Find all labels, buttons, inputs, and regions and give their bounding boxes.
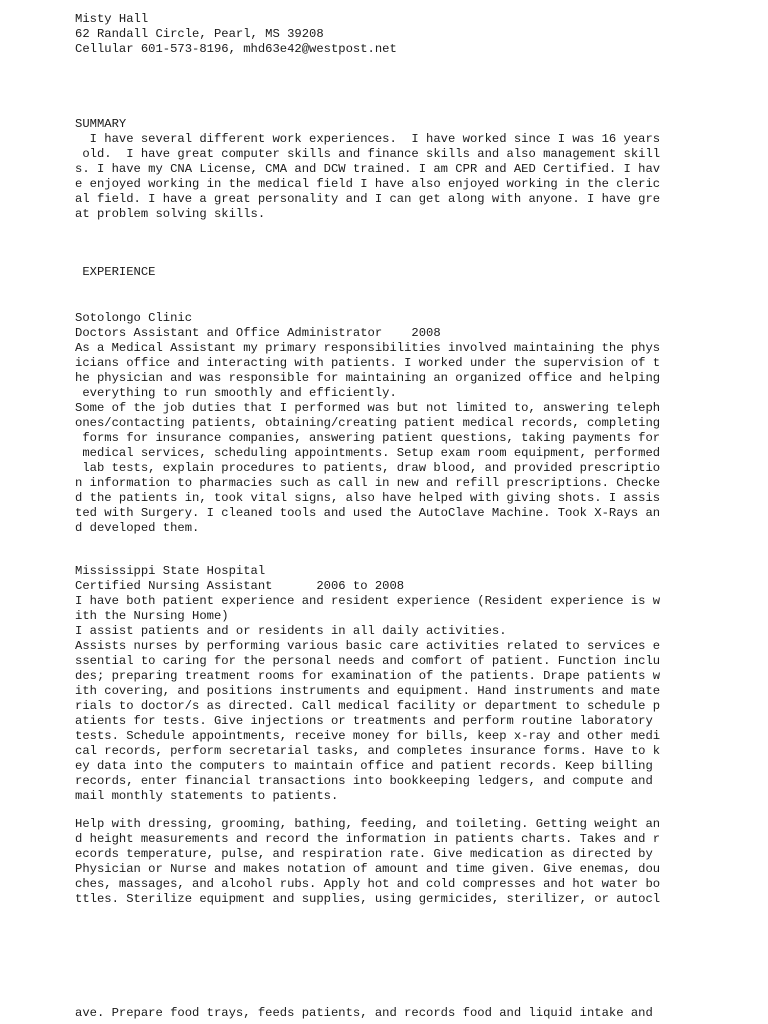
job-employer: Sotolongo Clinic (75, 311, 193, 325)
job-description-line: Assists nurses by performing various basic care activities related to services e (75, 639, 661, 653)
summary-line: at problem solving skills. (75, 207, 266, 221)
summary-line: I have several different work experiences. I have worked since I was 16 years (75, 132, 661, 146)
job-description-line: ith covering, and positions instruments and equipment. Hand instruments and mate (75, 684, 661, 698)
job-description-line: forms for insurance companies, answering patient questions, taking payments for (75, 431, 661, 445)
job-title-line: Doctors Assistant and Office Administrator 2008 (75, 326, 441, 340)
summary-line: e enjoyed working in the medical field I have also enjoyed working in the cleric (75, 177, 661, 191)
job-description-line: ches, massages, and alcohol rubs. Apply hot and cold compresses and hot water bo (75, 877, 661, 891)
job-description-line: everything to run smoothly and efficiently. (75, 386, 397, 400)
job-description-line: lab tests, explain procedures to patients, draw blood, and provided prescriptio (75, 461, 661, 475)
job-description-line: des; preparing treatment rooms for examination of the patients. Drape patients w (75, 669, 661, 683)
job-description-line: rials to doctor/s as directed. Call medical facility or department to schedule p (75, 699, 661, 713)
summary-heading: SUMMARY (75, 117, 127, 131)
job-description-line: Some of the job duties that I performed was but not limited to, answering teleph (75, 401, 661, 415)
job-description-line: n information to pharmacies such as call in new and refill prescriptions. Checke (75, 476, 661, 490)
job-employer: Mississippi State Hospital (75, 564, 266, 578)
summary-line: old. I have great computer skills and finance skills and also management skill (75, 147, 661, 161)
job-description-line: Help with dressing, grooming, bathing, feeding, and toileting. Getting weight an (75, 817, 661, 831)
job-description-line: ttles. Sterilize equipment and supplies, using germicides, sterilizer, or autocl (75, 892, 661, 906)
job-description-line: icians office and interacting with patients. I worked under the supervision of t (75, 356, 661, 370)
job-description-line: I have both patient experience and resident experience (Resident experience is w (75, 594, 661, 608)
job-description-line: d height measurements and record the information in patients charts. Takes and r (75, 832, 661, 846)
job-description-line: ssential to caring for the personal needs and comfort of patient. Function inclu (75, 654, 661, 668)
job-description-line: records, enter financial transactions into bookkeeping ledgers, and compute and (75, 774, 653, 788)
job-description-line: cal records, perform secretarial tasks, and completes insurance forms. Have to k (75, 744, 661, 758)
job-description-line: ith the Nursing Home) (75, 609, 229, 623)
job-description-line: atients for tests. Give injections or treatments and perform routine laboratory (75, 714, 653, 728)
job-description-line: tests. Schedule appointments, receive money for bills, keep x-ray and other medi (75, 729, 661, 743)
job-description-line: ecords temperature, pulse, and respiration rate. Give medication as directed by (75, 847, 653, 861)
summary-line: al field. I have a great personality and I can get along with anyone. I have gre (75, 192, 661, 206)
applicant-name: Misty Hall (75, 12, 149, 26)
experience-heading: EXPERIENCE (75, 265, 156, 279)
job-description-line: d the patients in, took vital signs, also have helped with giving shots. I assis (75, 491, 661, 505)
job-description-line: ones/contacting patients, obtaining/creating patient medical records, completing (75, 416, 661, 430)
job-description-line: I assist patients and or residents in all daily activities. (75, 624, 507, 638)
job-description-continuation: ave. Prepare food trays, feeds patients, and records food and liquid intake and (75, 1006, 653, 1020)
job-description-line: d developed them. (75, 521, 200, 535)
job-description-line: mail monthly statements to patients. (75, 789, 339, 803)
job-description-line: medical services, scheduling appointments. Setup exam room equipment, performed (75, 446, 661, 460)
job-description-line: Physician or Nurse and makes notation of amount and time given. Give enemas, dou (75, 862, 661, 876)
applicant-contact: Cellular 601-573-8196, mhd63e42@westpost.net (75, 42, 397, 56)
applicant-address: 62 Randall Circle, Pearl, MS 39208 (75, 27, 324, 41)
job-description-line: ey data into the computers to maintain office and patient records. Keep billing (75, 759, 653, 773)
job-description-line: he physician and was responsible for maintaining an organized office and helping (75, 371, 661, 385)
job-title-line: Certified Nursing Assistant 2006 to 2008 (75, 579, 405, 593)
job-description-line: ted with Surgery. I cleaned tools and used the AutoClave Machine. Took X-Rays an (75, 506, 661, 520)
summary-line: s. I have my CNA License, CMA and DCW trained. I am CPR and AED Certified. I hav (75, 162, 661, 176)
job-description-line: As a Medical Assistant my primary responsibilities involved maintaining the phys (75, 341, 661, 355)
